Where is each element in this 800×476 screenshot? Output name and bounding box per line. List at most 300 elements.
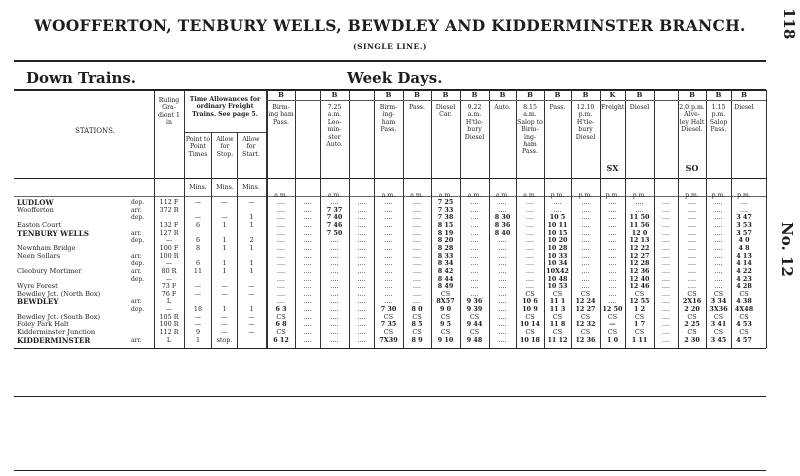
point-to-point-time: 18 [193, 305, 203, 314]
train-time: .... [553, 205, 562, 214]
train-time: 2 30 [684, 335, 700, 344]
time-unit: p.m. [578, 192, 593, 199]
page-bottom-rule [14, 470, 766, 471]
train-time: CS [634, 312, 645, 321]
train-time: CS [687, 312, 697, 321]
stop-allowance: — [221, 320, 228, 329]
gradient-value: 100 R [159, 320, 179, 329]
train-time: .... [412, 266, 422, 275]
train-time: .... [276, 220, 286, 229]
train-time: 10 18 [519, 335, 540, 344]
train-description: 9.22 a.m. H'tle- bury Diesel [464, 104, 485, 141]
train-time: 10 11 [547, 220, 568, 229]
train-time: .... [276, 274, 286, 283]
train-time: .... [303, 243, 312, 252]
train-time: .... [276, 228, 286, 237]
train-time: CS [525, 328, 535, 337]
stop-allowance: 1 [222, 266, 227, 275]
train-time: .... [276, 236, 286, 245]
station-name: Bewdley Jct. (North Box) [17, 289, 101, 298]
gradient-value: 73 F [161, 282, 177, 291]
gradient-value: — [165, 305, 173, 314]
train-time: CS [469, 312, 480, 321]
train-time: .... [330, 236, 339, 245]
train-time: 10 5 [549, 213, 566, 222]
train-time: .... [357, 274, 366, 283]
train-time: .... [303, 213, 312, 222]
train-time: .... [687, 259, 697, 268]
train-code: B [527, 91, 533, 99]
top-rule [14, 60, 766, 62]
train-time: .... [525, 213, 535, 222]
train-time: .... [330, 335, 339, 344]
train-time: 12 32 [575, 320, 596, 329]
point-to-point-time: — [194, 312, 202, 321]
train-time: .... [608, 228, 617, 237]
point-to-point-time: 8 [195, 243, 201, 252]
station-name: LUDLOW [17, 198, 54, 207]
train-time: .... [384, 297, 393, 306]
allowance-col-header: Point to Point Times [185, 136, 211, 158]
train-description: Pass. [549, 104, 566, 111]
train-time: 9 44 [466, 320, 483, 329]
train-time: 12 24 [575, 297, 596, 306]
arr-dep-label: dep. [131, 214, 145, 222]
train-code: B [499, 91, 506, 99]
train-time: 3 57 [736, 228, 752, 237]
train-time: .... [384, 213, 393, 222]
train-description: Auto. [494, 104, 511, 111]
train-time: .... [357, 320, 366, 329]
page-number: 118 [780, 8, 798, 40]
station-name: Kidderminster Junction [17, 328, 96, 337]
train-time: 11 8 [549, 320, 566, 329]
arr-dep-label: dep. [131, 260, 145, 268]
train-time: .... [608, 251, 617, 260]
train-time: .... [303, 251, 312, 260]
train-time: .... [357, 328, 366, 337]
allowance-header: Time Allowances for ordinary Freight Trains. See page 5. [189, 96, 261, 118]
gradient-value: 112 F [159, 198, 179, 206]
train-time: .... [498, 305, 507, 314]
train-time: .... [357, 289, 366, 298]
train-time: .... [303, 335, 312, 344]
train-time: 12 36 [575, 335, 596, 344]
train-time: CS [634, 289, 645, 298]
stop-allowance: — [221, 198, 228, 206]
train-time: .... [608, 205, 617, 214]
gradient-value: 112 R [159, 328, 179, 337]
start-allowance: 1 [249, 305, 254, 314]
train-time: .... [498, 259, 507, 268]
train-code: B [582, 91, 589, 99]
train-time: 7 25 [437, 198, 454, 206]
time-unit: a.m. [467, 192, 482, 199]
train-time: .... [661, 220, 671, 229]
train-time: 4 22 [736, 266, 752, 275]
stop-allowance: — [221, 312, 228, 321]
train-time: .... [330, 198, 339, 206]
train-time: 7 38 [437, 213, 454, 222]
train-time: 9 39 [466, 305, 483, 314]
train-time: .... [661, 282, 671, 291]
time-unit: p.m. [605, 192, 620, 199]
train-time: 8 40 [494, 228, 511, 237]
train-time: .... [608, 236, 617, 245]
train-time: 8X57 [436, 297, 455, 306]
train-time: .... [661, 259, 671, 268]
train-description: 8.15 a.m. Salop to Birm- ing- ham Pass. [517, 104, 543, 156]
train-time: .... [498, 312, 507, 321]
station-name: Bewdley Jct. (South Box) [17, 312, 101, 321]
train-time: 7 33 [437, 205, 454, 214]
train-time: 12 22 [629, 243, 650, 252]
train-time: 12 13 [629, 236, 650, 245]
train-time: 10 33 [547, 251, 568, 260]
train-time: 4 28 [736, 282, 752, 291]
train-time: .... [384, 282, 393, 291]
train-time: 9 0 [439, 305, 452, 314]
time-unit: p.m. [737, 192, 751, 199]
train-time: .... [276, 251, 286, 260]
train-time: 8 19 [437, 228, 454, 237]
table-bottom-rule [14, 348, 766, 349]
train-time: 4 8 [738, 243, 750, 252]
train-time: 12 40 [629, 274, 650, 283]
allowance-unit: Mins. [216, 184, 234, 191]
train-time: .... [739, 205, 749, 214]
train-time: .... [498, 328, 507, 337]
train-time: 4X48 [734, 305, 754, 314]
start-allowance: 1 [249, 213, 254, 222]
train-time: 8 15 [437, 220, 454, 229]
train-description: Freight [601, 104, 625, 111]
station-name: Foley Park Halt [17, 320, 69, 329]
train-time: CS [552, 289, 563, 298]
train-time: .... [498, 198, 507, 206]
train-code: B [385, 91, 392, 99]
gradient-value: 76 F [161, 289, 177, 298]
point-to-point-time: 1 [195, 335, 201, 344]
train-time: .... [303, 274, 312, 283]
train-time: 12 55 [629, 297, 650, 306]
train-time: .... [303, 312, 312, 321]
train-time: .... [498, 266, 507, 275]
train-note: SX [606, 163, 619, 173]
train-code: K [609, 91, 616, 99]
train-time: .... [303, 228, 312, 237]
stop-allowance: 1 [222, 259, 227, 268]
train-time: 7 30 [380, 305, 397, 314]
train-time: .... [412, 274, 422, 283]
train-time: .... [608, 213, 617, 222]
train-time: 11 56 [629, 220, 650, 229]
train-time: .... [661, 213, 671, 222]
train-time: .... [384, 289, 393, 298]
train-time: .... [661, 320, 671, 329]
train-time: .... [661, 328, 671, 337]
train-time: .... [498, 236, 507, 245]
train-time: .... [303, 236, 312, 245]
train-time: 11 3 [549, 305, 566, 314]
train-time: .... [608, 220, 617, 229]
train-time: .... [714, 274, 723, 283]
train-time: 4 57 [736, 335, 752, 344]
train-time: .... [470, 274, 479, 283]
train-time: .... [661, 198, 671, 206]
train-time: .... [330, 312, 339, 321]
train-time: .... [303, 289, 312, 298]
train-time: .... [470, 213, 479, 222]
train-time: .... [357, 305, 366, 314]
train-time: .... [357, 213, 366, 222]
point-to-point-time: 11 [193, 266, 203, 275]
time-unit: a.m. [523, 192, 537, 199]
train-time: .... [608, 266, 617, 275]
train-time: 4 23 [736, 274, 752, 283]
point-to-point-time: 6 [195, 236, 201, 245]
train-time: .... [412, 289, 422, 298]
train-time: CS [713, 328, 724, 337]
train-time: 7 35 [380, 320, 397, 329]
train-time: 3 41 [710, 320, 727, 329]
train-time: .... [384, 228, 393, 237]
train-time: .... [412, 213, 422, 222]
train-time: .... [384, 266, 393, 275]
train-code: B [442, 91, 449, 99]
train-time: .... [687, 213, 697, 222]
train-time: CS [412, 328, 422, 337]
train-time: .... [384, 236, 393, 245]
stop-allowance: stop. [216, 335, 233, 344]
train-time: .... [276, 198, 286, 206]
train-time: .... [635, 205, 644, 214]
train-time: .... [384, 251, 393, 260]
train-time: .... [661, 289, 671, 298]
train-time: CS [276, 312, 286, 321]
train-time: .... [714, 243, 723, 252]
train-time: 10 34 [547, 259, 568, 268]
time-unit: p.m. [711, 192, 726, 199]
train-time: 8 49 [437, 282, 454, 291]
train-time: 4 53 [736, 320, 752, 329]
train-time: .... [498, 297, 507, 306]
train-time: 11 12 [547, 335, 568, 344]
train-time: 10 20 [547, 236, 568, 245]
train-time: .... [470, 228, 479, 237]
train-time: .... [661, 236, 671, 245]
arr-dep-label: arr. [131, 206, 142, 214]
train-time: .... [581, 236, 590, 245]
train-time: .... [303, 282, 312, 291]
train-time: 8 30 [494, 213, 511, 222]
train-time: .... [330, 328, 339, 337]
train-time: .... [661, 243, 671, 252]
start-allowance: — [248, 320, 255, 329]
time-unit: p.m. [685, 192, 699, 199]
train-time: .... [412, 259, 422, 268]
train-code: B [414, 91, 420, 99]
train-time: .... [608, 259, 617, 268]
days-label: Week Days. [347, 69, 443, 87]
train-time: 3X36 [709, 305, 728, 314]
stop-allowance: — [221, 282, 228, 291]
station-name: KIDDERMINSTER [17, 335, 91, 345]
point-to-point-time: — [194, 282, 202, 291]
train-time: .... [498, 335, 507, 344]
train-time: CS [687, 328, 697, 337]
train-code: B [715, 91, 722, 99]
train-time: .... [330, 282, 339, 291]
train-time: .... [470, 243, 479, 252]
gradient-value: 132 F [159, 220, 179, 229]
allowance-col-header: Allow for Stop. [216, 136, 234, 158]
train-time: .... [330, 266, 339, 275]
gradient-value: 80 R [161, 266, 177, 275]
train-time: .... [303, 259, 312, 268]
train-time: .... [661, 312, 671, 321]
train-time: .... [687, 251, 697, 260]
arr-dep-label: dep. [131, 275, 145, 283]
train-time: .... [687, 266, 697, 275]
train-time: .... [714, 198, 723, 206]
train-time: 7 40 [326, 213, 343, 222]
train-time: .... [714, 251, 723, 260]
train-time: 12 27 [575, 305, 596, 314]
train-time: .... [714, 259, 723, 268]
train-time: .... [608, 274, 617, 283]
train-description: Diesel [629, 104, 650, 111]
train-time: .... [498, 320, 507, 329]
time-unit: a.m. [410, 192, 424, 199]
time-unit: a.m. [438, 192, 453, 199]
train-time: 10 9 [522, 305, 538, 314]
train-time: .... [470, 259, 479, 268]
train-time: .... [714, 205, 723, 214]
train-time: CS [739, 312, 749, 321]
direction-label: Down Trains. [26, 69, 137, 87]
train-time: .... [714, 282, 723, 291]
train-time: CS [552, 312, 563, 321]
time-unit: a.m. [381, 192, 396, 199]
train-time: .... [357, 236, 366, 245]
train-code: B [741, 91, 747, 99]
train-time: .... [525, 251, 535, 260]
train-time: 8 33 [437, 251, 454, 260]
arr-dep-label: dep. [131, 237, 145, 245]
train-time: .... [553, 198, 562, 206]
train-time: 10X42 [546, 266, 569, 275]
train-description: Diesel [734, 104, 754, 111]
train-time: .... [608, 289, 617, 298]
start-allowance: 1 [249, 259, 254, 268]
stop-allowance: — [221, 328, 228, 337]
train-time: .... [412, 198, 422, 206]
train-time: .... [384, 243, 393, 252]
train-time: 8 44 [437, 274, 454, 283]
arr-dep-label: arr. [131, 267, 142, 275]
train-time: 3 45 [710, 335, 727, 344]
stop-allowance: 1 [222, 243, 227, 252]
gradient-value: L [166, 297, 172, 306]
train-time: 8 0 [411, 305, 423, 314]
train-time: CS [713, 312, 724, 321]
code-rule [267, 100, 766, 101]
train-time: 10 48 [547, 274, 568, 283]
train-time: .... [608, 198, 617, 206]
station-name: Newnham Bridge [17, 243, 76, 252]
train-description: Diesel Car. [435, 104, 456, 119]
train-time: CS [440, 312, 451, 321]
start-allowance: — [248, 328, 255, 337]
train-time: — [609, 320, 616, 329]
train-time: .... [498, 274, 507, 283]
train-time: 11 1 [549, 297, 566, 306]
train-code: B [554, 91, 561, 99]
train-time: CS [440, 289, 451, 298]
train-time: CS [525, 289, 535, 298]
stop-allowance: 1 [222, 236, 227, 245]
gradient-header: Ruling Gra- dient 1 in [158, 97, 180, 127]
train-time: 12 27 [629, 251, 650, 260]
train-time: 2X16 [682, 297, 702, 306]
gradient-value: — [165, 236, 173, 245]
train-time: 6 12 [273, 335, 289, 344]
point-to-point-time: — [194, 213, 202, 222]
train-time: .... [357, 282, 366, 291]
train-time: .... [412, 205, 422, 214]
train-time: .... [498, 251, 507, 260]
train-time: .... [276, 259, 286, 268]
train-time: 9 48 [466, 335, 483, 344]
train-time: .... [303, 266, 312, 275]
train-time: .... [276, 266, 286, 275]
train-time: .... [330, 320, 339, 329]
gradient-value: 127 R [159, 228, 179, 237]
allowance-unit: Mins. [242, 184, 260, 191]
train-time: .... [525, 198, 535, 206]
stop-allowance: 1 [222, 305, 227, 314]
train-description: 2.0 p.m. Alve- ley Halt Diesel. [679, 104, 705, 134]
arr-dep-label: arr. [131, 336, 142, 344]
train-time: .... [581, 205, 590, 214]
time-unit: p.m. [632, 192, 647, 199]
train-time: 12 46 [629, 282, 650, 291]
train-time: .... [470, 198, 479, 206]
train-time: .... [470, 236, 479, 245]
train-time: .... [581, 198, 590, 206]
train-time: .... [661, 305, 671, 314]
train-time: .... [276, 205, 286, 214]
train-time: .... [661, 251, 671, 260]
train-time: .... [739, 198, 749, 206]
train-time: .... [412, 228, 422, 237]
train-time: 12 50 [602, 305, 623, 314]
train-time: 10 6 [522, 297, 538, 306]
point-to-point-time: 6 [195, 220, 201, 229]
train-time: .... [357, 335, 366, 344]
train-time: 7 46 [326, 220, 343, 229]
train-time: .... [303, 320, 312, 329]
train-time: 9 10 [437, 335, 454, 344]
train-description: Birm- ing- ham Pass. [379, 104, 398, 134]
train-time: CS [276, 328, 286, 337]
train-time: CS [739, 328, 749, 337]
train-time: .... [525, 220, 535, 229]
stop-allowance: — [221, 289, 228, 298]
point-to-point-time: 6 [195, 259, 201, 268]
train-time: .... [384, 259, 393, 268]
